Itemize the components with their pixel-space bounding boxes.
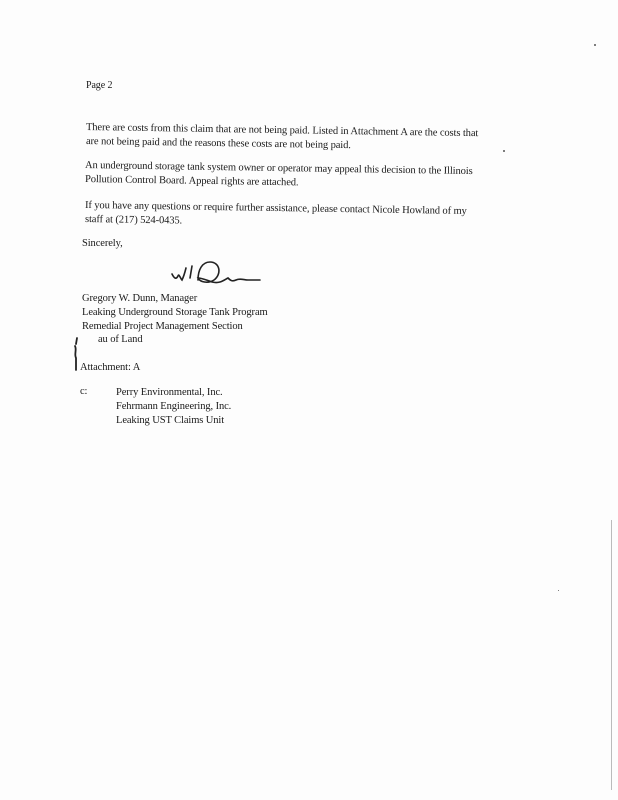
paragraph-2-line-1: An underground storage tank system owner or operator may appeal this decision to the Illinois [84,160,473,178]
cc-recipient: Fehrmann Engineering, Inc. [116,401,232,412]
cc-recipient: Perry Environmental, Inc. [116,387,223,398]
paragraph-1-line-1: There are costs from this claim that are not being paid. Listed in Attachment A are the costs that [85,122,479,140]
attachment-note: Attachment: A [80,362,141,373]
signer-bureau: au of Land [98,334,143,345]
paragraph-2-line-2: Pollution Control Board. Appeal rights are attached. [84,174,299,189]
margin-scribble-mark [72,336,80,372]
paragraph-1-line-2: are not being paid and the reasons these costs are not being paid. [85,136,351,152]
scan-speck [594,44,596,46]
paragraph-3-line-1: If you have any questions or require further assistance, please contact Nicole Howland of my [84,200,467,217]
scan-edge-line [611,520,612,790]
page-number: Page 2 [86,80,113,91]
cc-label: c: [80,386,88,397]
closing: Sincerely, [82,238,123,249]
signer-program: Leaking Underground Storage Tank Program [82,307,268,318]
signer-section: Remedial Project Management Section [82,321,243,332]
scan-speck [503,150,505,152]
signer-name: Gregory W. Dunn, Manager [82,293,198,304]
scan-speck [558,590,559,591]
cc-recipient: Leaking UST Claims Unit [116,415,225,426]
handwritten-signature [168,256,264,290]
paragraph-3-line-2: staff at (217) 524-0435. [84,214,183,227]
